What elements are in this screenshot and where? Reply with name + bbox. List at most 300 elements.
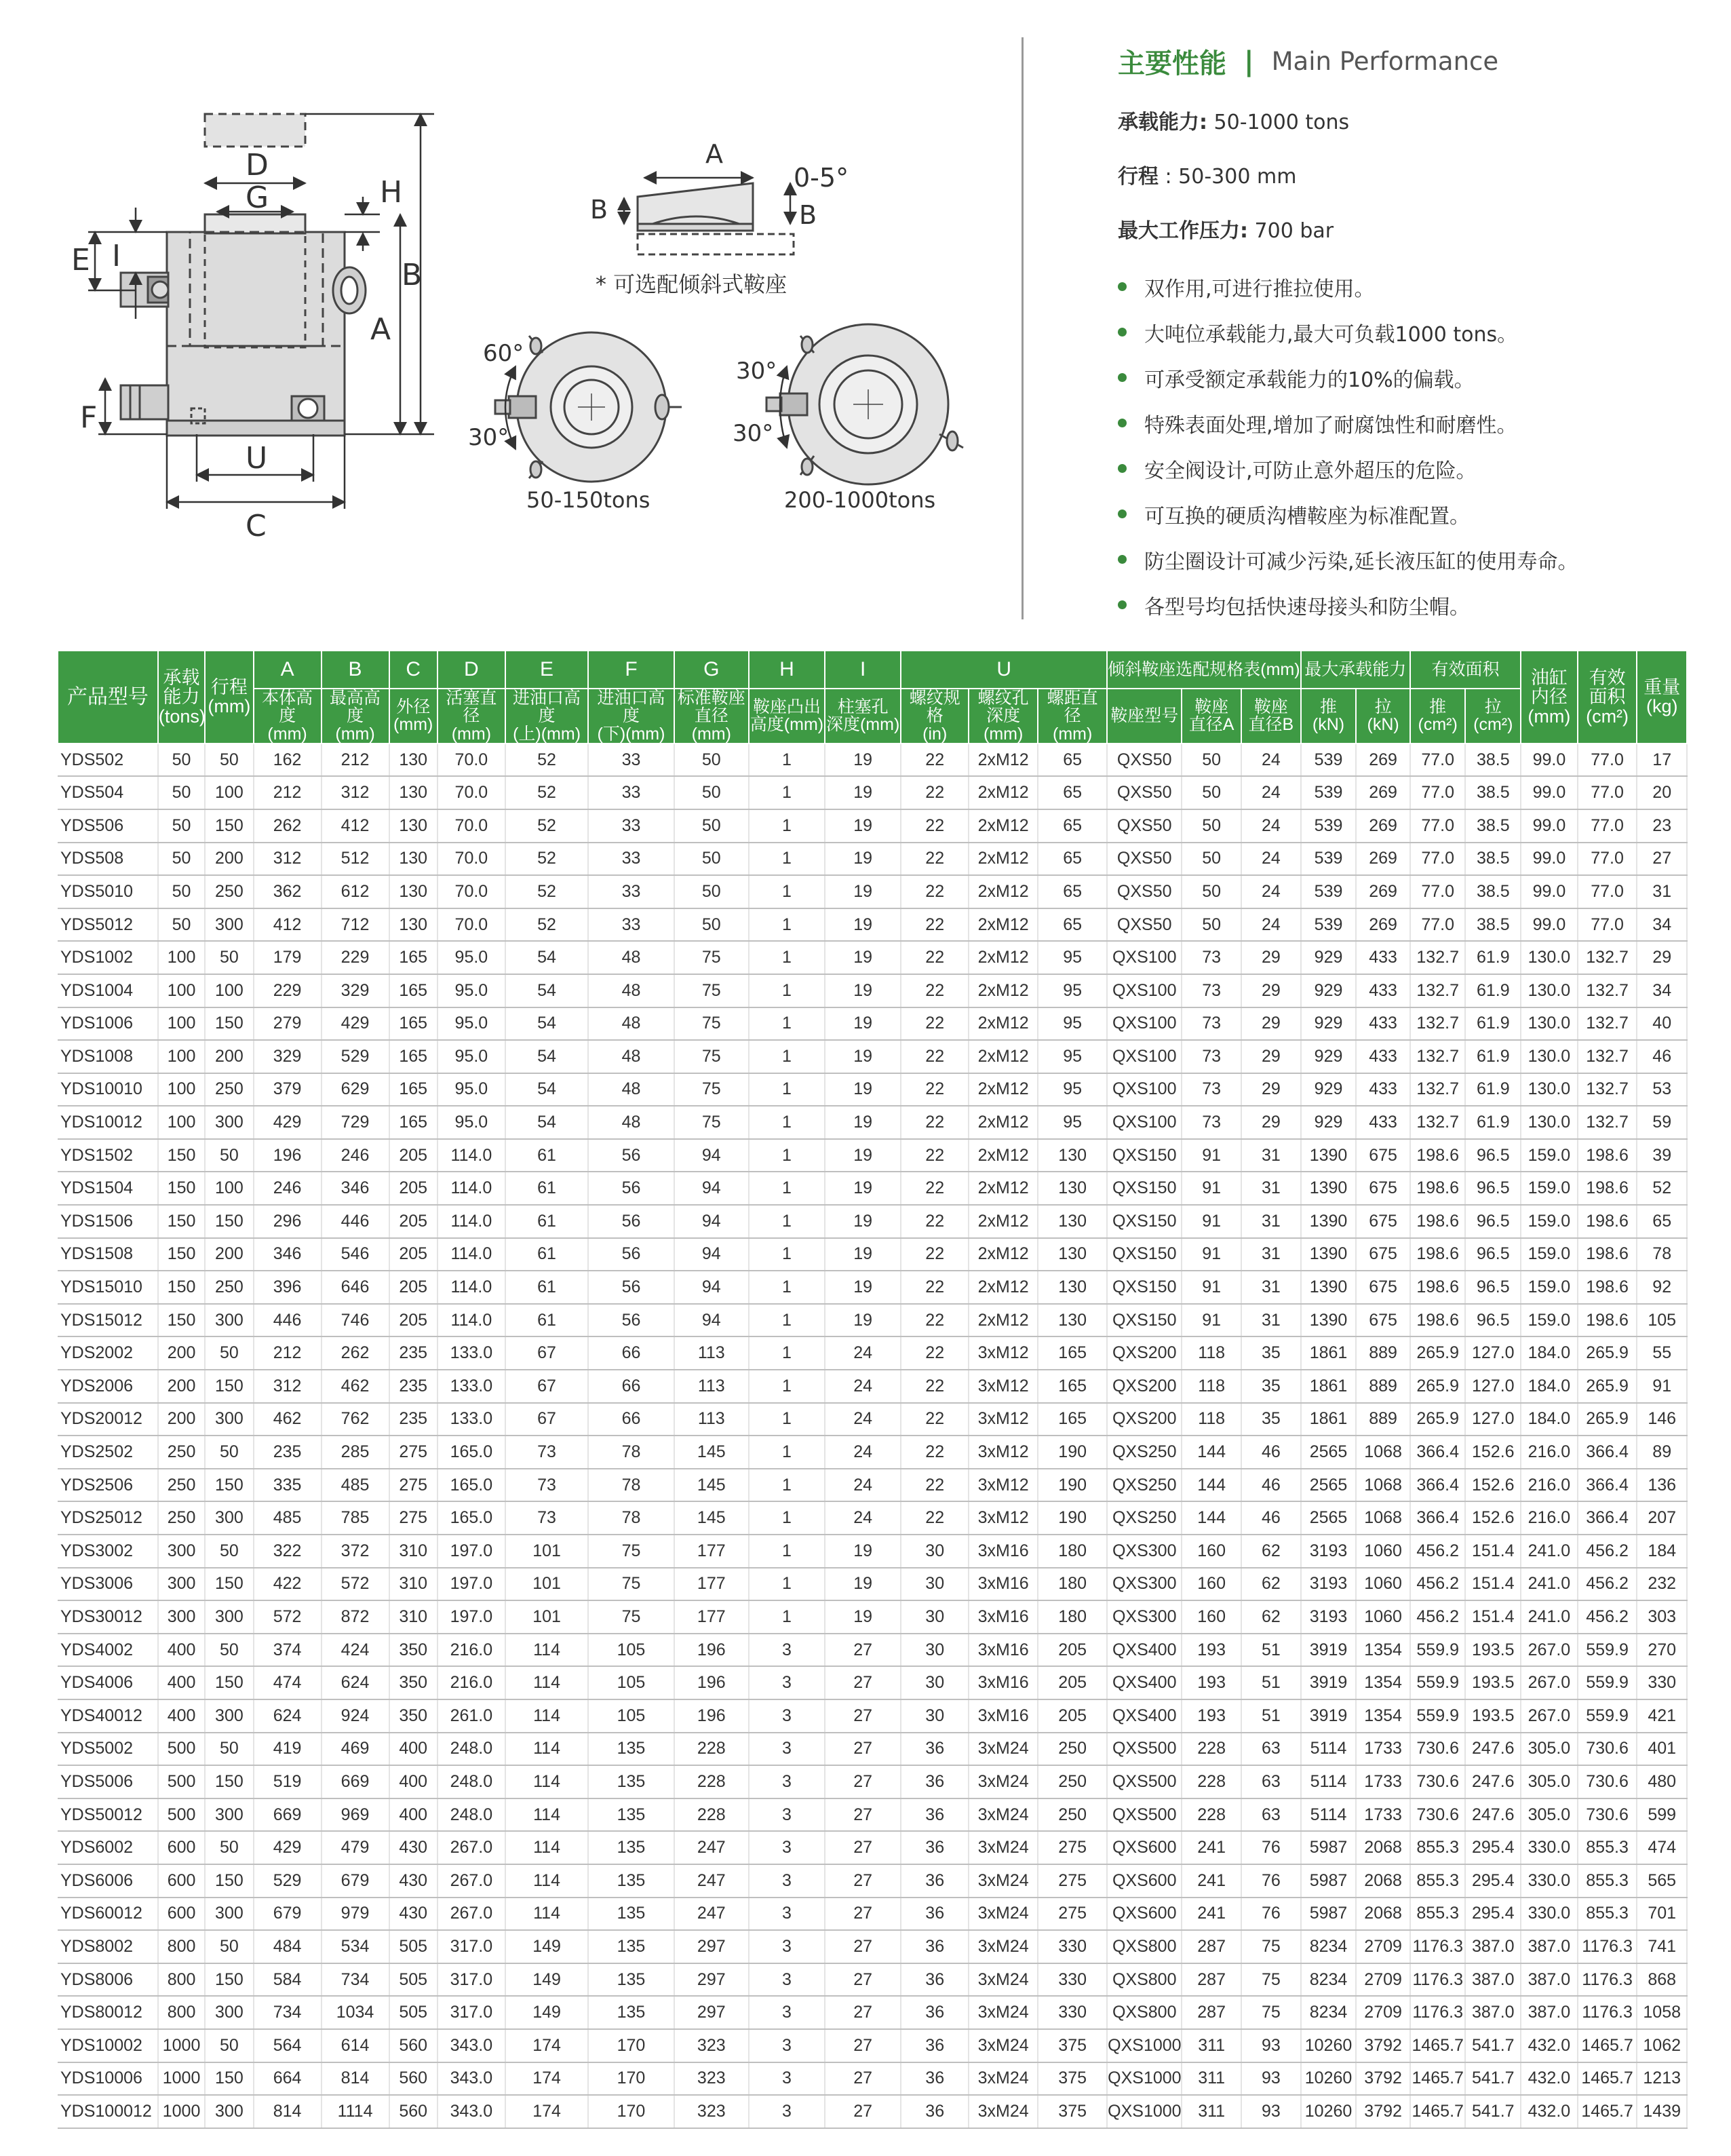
table-cell: 275 [389, 1501, 437, 1535]
table-row [58, 1600, 1687, 1634]
table-cell: 387.0 [1465, 1996, 1521, 2029]
table-cell: 22 [901, 1271, 969, 1304]
table-cell: 741 [1637, 1930, 1687, 1963]
table-cell: 150 [205, 1007, 253, 1041]
model-cell: YDS1006 [58, 1007, 158, 1041]
table-cell: 150 [158, 1139, 205, 1172]
table-cell: 22 [901, 1073, 969, 1106]
model-cell: YDS2502 [58, 1436, 158, 1469]
table-cell: 300 [158, 1535, 205, 1568]
table-cell: 462 [254, 1403, 322, 1436]
dim-label-H: H [380, 175, 403, 210]
table-cell: 205 [389, 1238, 437, 1271]
table-cell: 50 [205, 1930, 253, 1963]
table-cell: 541.7 [1465, 2062, 1521, 2096]
table-cell: 2xM12 [969, 1073, 1038, 1106]
table-cell: 36 [901, 1996, 969, 2029]
table-row [58, 1073, 1687, 1106]
table-cell: 77.0 [1410, 875, 1466, 908]
performance-title [1118, 42, 1701, 81]
table-cell: 1 [749, 1370, 825, 1403]
title-separator: | [1244, 45, 1254, 77]
feature-item: 安全阀设计,可防止意外超压的危险。 [1118, 446, 1701, 491]
feature-item: 防尘圈设计可减少污染,延长液压缸的使用寿命。 [1118, 537, 1701, 582]
table-cell: 2xM12 [969, 809, 1038, 843]
table-cell: 2709 [1356, 1963, 1410, 1997]
table-cell: 61.9 [1465, 1007, 1521, 1041]
feature-list [1118, 264, 1701, 628]
table-row [58, 1370, 1687, 1403]
table-cell: 177 [674, 1568, 749, 1601]
table-cell: 200 [158, 1403, 205, 1436]
dim-label-B: B [402, 258, 423, 292]
table-cell: 3xM16 [969, 1634, 1038, 1667]
table-cell: 5987 [1301, 1831, 1357, 1864]
table-cell: 505 [389, 1996, 437, 2029]
table-cell: 95.0 [437, 974, 505, 1007]
table-cell: 296 [254, 1205, 322, 1238]
table-cell: 50 [674, 843, 749, 876]
sub-saddle-dia-A: 鞍座 直径A [1182, 689, 1241, 744]
table-cell: 33 [588, 843, 674, 876]
table-cell: 430 [389, 1864, 437, 1898]
table-cell: 132.7 [1578, 1040, 1637, 1073]
table-cell: 24 [1241, 809, 1301, 843]
table-cell: 149 [505, 1996, 588, 2029]
bullet-icon [1118, 509, 1127, 518]
table-cell: 114 [505, 1864, 588, 1898]
table-cell: 19 [825, 1073, 901, 1106]
table-cell: 114 [505, 1634, 588, 1667]
table-cell: 250 [205, 1073, 253, 1106]
table-cell: 144 [1182, 1436, 1241, 1469]
table-cell: 196 [674, 1634, 749, 1667]
sub-G: 标准鞍座 直径(mm) [674, 689, 749, 744]
table-cell: 95 [1038, 1007, 1107, 1041]
table-cell: 350 [389, 1666, 437, 1699]
table-cell: 269 [1356, 776, 1410, 809]
table-cell: 19 [825, 941, 901, 974]
table-cell: 1390 [1301, 1238, 1357, 1271]
table-cell: 303 [1637, 1600, 1687, 1634]
table-cell: 228 [674, 1733, 749, 1766]
table-cell: 165 [389, 941, 437, 974]
sub-E: 进油口高度 (上)(mm) [505, 689, 588, 744]
table-cell: 24 [1241, 875, 1301, 908]
table-cell: 19 [825, 744, 901, 777]
table-cell: 174 [505, 2062, 588, 2096]
table-cell: 1 [749, 744, 825, 777]
table-cell: 130.0 [1521, 974, 1578, 1007]
table-cell: 3 [749, 2095, 825, 2128]
table-cell: 868 [1637, 1963, 1687, 1997]
table-cell: 311 [1182, 2029, 1241, 2062]
table-cell: 312 [322, 776, 389, 809]
table-cell: 135 [588, 1733, 674, 1766]
table-cell: 198.6 [1578, 1271, 1637, 1304]
table-cell: 165 [389, 1040, 437, 1073]
table-cell: 1176.3 [1578, 1930, 1637, 1963]
table-cell: 27 [825, 1898, 901, 1931]
table-cell: QXS150 [1107, 1172, 1182, 1205]
table-cell: 500 [158, 1733, 205, 1766]
table-cell: 1 [749, 843, 825, 876]
table-row [58, 1930, 1687, 1963]
table-cell: 250 [158, 1501, 205, 1535]
table-cell: 38.5 [1465, 843, 1521, 876]
table-cell: QXS500 [1107, 1733, 1182, 1766]
table-cell: 145 [674, 1501, 749, 1535]
table-cell: QXS250 [1107, 1469, 1182, 1502]
table-cell: 78 [588, 1501, 674, 1535]
table-cell: 70.0 [437, 843, 505, 876]
table-cell: 73 [1182, 1106, 1241, 1139]
table-cell: 675 [1356, 1139, 1410, 1172]
sub-A: 本体高度 (mm) [254, 689, 322, 744]
table-cell: 105 [588, 1634, 674, 1667]
table-cell: QXS600 [1107, 1831, 1182, 1864]
table-cell: 366.4 [1410, 1501, 1466, 1535]
table-cell: 366.4 [1410, 1436, 1466, 1469]
table-cell: 400 [389, 1765, 437, 1798]
table-cell: 446 [322, 1205, 389, 1238]
table-cell: 130 [389, 744, 437, 777]
model-cell: YDS60012 [58, 1898, 158, 1931]
table-cell: 48 [588, 1106, 674, 1139]
table-cell: 2xM12 [969, 1205, 1038, 1238]
table-cell: 184.0 [1521, 1370, 1578, 1403]
dim-label-I: I [112, 239, 121, 273]
table-cell: 262 [322, 1336, 389, 1370]
table-cell: 929 [1301, 941, 1357, 974]
model-cell: YDS502 [58, 744, 158, 777]
table-cell: 150 [205, 1469, 253, 1502]
small-caption: 50-150tons [526, 487, 650, 513]
table-cell: 10260 [1301, 2029, 1357, 2062]
table-cell: 193 [1182, 1699, 1241, 1733]
table-cell: 24 [1241, 776, 1301, 809]
table-cell: 75 [588, 1535, 674, 1568]
table-cell: 429 [322, 1007, 389, 1041]
table-cell: 541.7 [1465, 2029, 1521, 2062]
col-E: E [505, 651, 588, 689]
table-cell: 132.7 [1410, 941, 1466, 974]
table-cell: 565 [1637, 1864, 1687, 1898]
table-cell: 27 [825, 1733, 901, 1766]
table-cell: 323 [674, 2095, 749, 2128]
cylinder-side-view [121, 114, 366, 436]
table-cell: 197.0 [437, 1568, 505, 1601]
table-cell: 179 [254, 941, 322, 974]
small-angle-bottom: 30° [468, 424, 509, 451]
table-cell: 130 [389, 843, 437, 876]
table-cell: 541.7 [1465, 2095, 1521, 2128]
table-cell: 2xM12 [969, 1106, 1038, 1139]
table-cell: 135 [588, 1798, 674, 1832]
table-cell: 24 [825, 1370, 901, 1403]
table-cell: QXS50 [1107, 908, 1182, 942]
table-cell: 3xM16 [969, 1535, 1038, 1568]
table-cell: 350 [389, 1634, 437, 1667]
table-cell: 22 [901, 809, 969, 843]
table-cell: 3919 [1301, 1634, 1357, 1667]
table-cell: 150 [205, 1370, 253, 1403]
table-cell: 50 [674, 744, 749, 777]
table-cell: 323 [674, 2029, 749, 2062]
table-cell: 100 [205, 1172, 253, 1205]
table-cell: 27 [825, 1634, 901, 1667]
table-cell: 130 [389, 908, 437, 942]
table-cell: 429 [254, 1106, 322, 1139]
table-cell: 2xM12 [969, 1172, 1038, 1205]
table-cell: 35 [1241, 1370, 1301, 1403]
table-cell: 275 [1038, 1831, 1107, 1864]
table-cell: 3xM12 [969, 1469, 1038, 1502]
table-cell: 250 [205, 1271, 253, 1304]
table-cell: 170 [588, 2095, 674, 2128]
table-cell: 36 [901, 1898, 969, 1931]
table-cell: 50 [674, 875, 749, 908]
table-cell: 1 [749, 875, 825, 908]
table-cell: 159.0 [1521, 1304, 1578, 1337]
table-cell: 95 [1038, 974, 1107, 1007]
table-cell: 3xM12 [969, 1370, 1038, 1403]
table-cell: 193.5 [1465, 1634, 1521, 1667]
table-cell: 346 [322, 1172, 389, 1205]
table-cell: 241 [1182, 1831, 1241, 1864]
table-cell: 3xM12 [969, 1336, 1038, 1370]
table-cell: 33 [588, 776, 674, 809]
table-cell: 3xM12 [969, 1501, 1038, 1535]
table-cell: 2xM12 [969, 1139, 1038, 1172]
table-cell: 560 [389, 2095, 437, 2128]
table-cell: 27 [825, 1765, 901, 1798]
table-cell: 200 [205, 1040, 253, 1073]
table-cell: 99.0 [1521, 809, 1578, 843]
table-cell: 19 [825, 843, 901, 876]
dim-label-G: G [246, 180, 269, 215]
table-cell: 229 [322, 941, 389, 974]
table-cell: 3xM24 [969, 1765, 1038, 1798]
table-cell: 3xM16 [969, 1699, 1038, 1733]
table-cell: 75 [588, 1568, 674, 1601]
model-cell: YDS100012 [58, 2095, 158, 2128]
table-row [58, 941, 1687, 974]
table-cell: 5987 [1301, 1898, 1357, 1931]
table-cell: 100 [205, 776, 253, 809]
table-cell: 63 [1241, 1733, 1301, 1766]
table-cell: 174 [505, 2029, 588, 2062]
table-cell: 62 [1241, 1600, 1301, 1634]
table-cell: 2xM12 [969, 744, 1038, 777]
col-weight: 重量 (kg) [1637, 651, 1687, 744]
table-cell: 200 [205, 1238, 253, 1271]
table-cell: 387.0 [1465, 1963, 1521, 1997]
table-cell: 22 [901, 744, 969, 777]
table-cell: 114 [505, 1666, 588, 1699]
model-cell: YDS80012 [58, 1996, 158, 2029]
table-cell: 132.7 [1410, 1106, 1466, 1139]
table-cell: 36 [901, 2095, 969, 2128]
table-cell: 70.0 [437, 908, 505, 942]
table-cell: 8234 [1301, 1930, 1357, 1963]
table-cell: 77.0 [1410, 776, 1466, 809]
table-cell: 248.0 [437, 1765, 505, 1798]
table-cell: 560 [389, 2029, 437, 2062]
table-row [58, 1501, 1687, 1535]
table-cell: 77.0 [1410, 744, 1466, 777]
table-cell: 165.0 [437, 1469, 505, 1502]
table-cell: 118 [1182, 1403, 1241, 1436]
table-cell: 300 [205, 1798, 253, 1832]
table-cell: 855.3 [1410, 1864, 1466, 1898]
table-cell: 70.0 [437, 809, 505, 843]
table-row [58, 1798, 1687, 1832]
table-cell: 114 [505, 1798, 588, 1832]
table-cell: 196 [674, 1699, 749, 1733]
table-cell: 130 [1038, 1238, 1107, 1271]
table-cell: 362 [254, 875, 322, 908]
sub-saddle-dia-B: 鞍座 直径B [1241, 689, 1301, 744]
table-cell: 1176.3 [1410, 1996, 1466, 2029]
table-cell: 969 [322, 1798, 389, 1832]
table-cell: 193.5 [1465, 1666, 1521, 1699]
table-cell: 646 [322, 1271, 389, 1304]
table-cell: 33 [588, 809, 674, 843]
table-cell: 197.0 [437, 1600, 505, 1634]
table-cell: 133.0 [437, 1336, 505, 1370]
table-cell: 19 [825, 1040, 901, 1073]
table-cell: 1733 [1356, 1733, 1410, 1766]
table-cell: 430 [389, 1831, 437, 1864]
top-view-large [766, 324, 963, 484]
table-cell: 56 [588, 1172, 674, 1205]
table-cell: 30 [901, 1535, 969, 1568]
table-cell: 1 [749, 1436, 825, 1469]
table-cell: 669 [322, 1765, 389, 1798]
table-cell: 600 [158, 1831, 205, 1864]
table-cell: 29 [1241, 1073, 1301, 1106]
table-cell: 50 [1182, 843, 1241, 876]
table-cell: 855.3 [1578, 1864, 1637, 1898]
table-cell: 2709 [1356, 1930, 1410, 1963]
table-cell: 1 [749, 1172, 825, 1205]
table-row [58, 1831, 1687, 1864]
table-cell: 184.0 [1521, 1403, 1578, 1436]
table-cell: 150 [205, 2062, 253, 2096]
table-cell: 23 [1637, 809, 1687, 843]
table-cell: 46 [1637, 1040, 1687, 1073]
model-cell: YDS8006 [58, 1963, 158, 1997]
table-cell: 432.0 [1521, 2095, 1578, 2128]
table-cell: 52 [505, 809, 588, 843]
table-cell: 165 [389, 1106, 437, 1139]
model-cell: YDS4006 [58, 1666, 158, 1699]
table-cell: 114 [505, 1699, 588, 1733]
table-cell: 456.2 [1410, 1568, 1466, 1601]
table-cell: 3193 [1301, 1600, 1357, 1634]
table-cell: 132.7 [1410, 974, 1466, 1007]
table-cell: 165 [1038, 1403, 1107, 1436]
table-cell: 94 [674, 1172, 749, 1205]
table-cell: 198.6 [1410, 1139, 1466, 1172]
table-cell: 46 [1241, 1469, 1301, 1502]
table-cell: 35 [1241, 1336, 1301, 1370]
model-cell: YDS3002 [58, 1535, 158, 1568]
table-cell: QXS200 [1107, 1336, 1182, 1370]
table-cell: 31 [1241, 1205, 1301, 1238]
model-cell: YDS508 [58, 843, 158, 876]
table-cell: 50 [205, 1139, 253, 1172]
table-cell: 135 [588, 1765, 674, 1798]
table-cell: 310 [389, 1535, 437, 1568]
table-cell: 135 [588, 1963, 674, 1997]
table-cell: 145 [674, 1436, 749, 1469]
table-cell: 421 [1637, 1699, 1687, 1733]
table-cell: 546 [322, 1238, 389, 1271]
table-cell: 174 [505, 2095, 588, 2128]
table-cell: 30 [901, 1568, 969, 1601]
table-cell: 205 [1038, 1699, 1107, 1733]
table-cell: 311 [1182, 2095, 1241, 2128]
table-cell: QXS100 [1107, 1106, 1182, 1139]
table-cell: 456.2 [1578, 1535, 1637, 1568]
table-cell: QXS100 [1107, 1007, 1182, 1041]
col-model: 产品型号 [58, 651, 158, 744]
table-cell: 73 [1182, 1040, 1241, 1073]
sub-U-thread: 螺纹规格 (in) [901, 689, 969, 744]
sub-push-area: 推 (cm²) [1410, 689, 1466, 744]
table-cell: 52 [505, 744, 588, 777]
table-cell: 3xM24 [969, 1996, 1038, 2029]
table-cell: 73 [1182, 1007, 1241, 1041]
table-cell: 50 [1182, 776, 1241, 809]
col-bore: 油缸 内径 (mm) [1521, 651, 1578, 744]
table-cell: 480 [1637, 1765, 1687, 1798]
table-cell: 19 [825, 1568, 901, 1601]
table-cell: 135 [588, 1996, 674, 2029]
table-cell: 317.0 [437, 1963, 505, 1997]
table-cell: 160 [1182, 1535, 1241, 1568]
model-cell: YDS50012 [58, 1798, 158, 1832]
table-cell: 22 [901, 974, 969, 1007]
table-cell: 100 [158, 1007, 205, 1041]
bullet-icon [1118, 555, 1127, 564]
table-cell: 375 [1038, 2029, 1107, 2062]
table-cell: 50 [205, 1436, 253, 1469]
table-cell: 63 [1241, 1798, 1301, 1832]
table-cell: 73 [1182, 1073, 1241, 1106]
model-cell: YDS10002 [58, 2029, 158, 2062]
table-cell: 56 [588, 1271, 674, 1304]
table-cell: 19 [825, 809, 901, 843]
table-cell: 29 [1241, 1040, 1301, 1073]
table-row [58, 1963, 1687, 1997]
table-cell: 2xM12 [969, 843, 1038, 876]
table-cell: 61 [505, 1271, 588, 1304]
table-cell: 113 [674, 1403, 749, 1436]
table-cell: 50 [158, 843, 205, 876]
table-cell: 19 [825, 1007, 901, 1041]
table-cell: 3 [749, 1898, 825, 1931]
table-cell: 133.0 [437, 1370, 505, 1403]
table-cell: 73 [505, 1469, 588, 1502]
table-cell: 31 [1241, 1304, 1301, 1337]
table-cell: 193.5 [1465, 1699, 1521, 1733]
table-cell: 36 [901, 1831, 969, 1864]
table-cell: 330.0 [1521, 1864, 1578, 1898]
feature-item: 特殊表面处理,增加了耐腐蚀性和耐磨性。 [1118, 400, 1701, 446]
